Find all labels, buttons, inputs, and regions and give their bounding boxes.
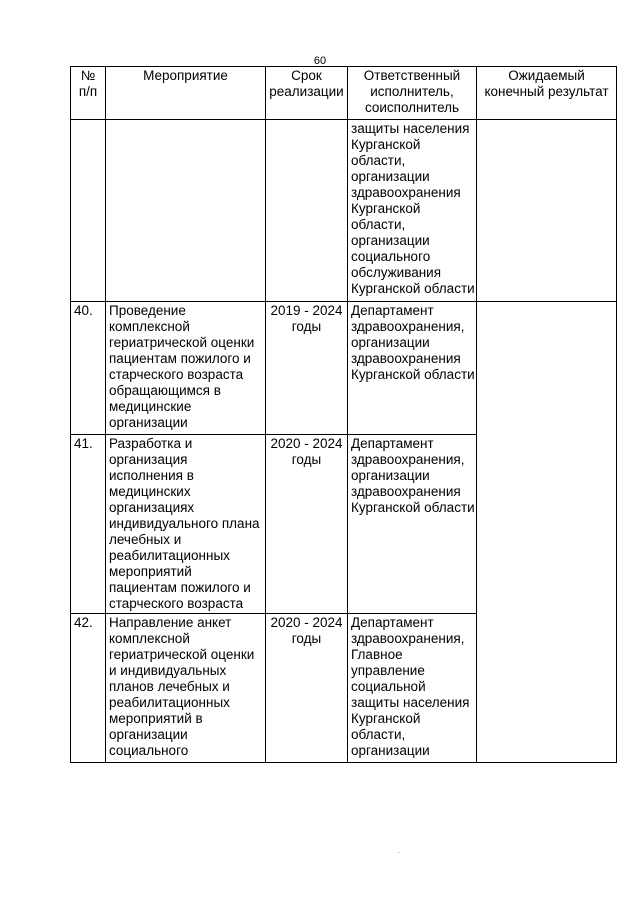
text-line: здравоохранения,: [351, 452, 465, 467]
text-line: Департамент: [351, 303, 434, 318]
text-line: конечный результат: [484, 84, 609, 99]
row-num: 41.: [71, 435, 106, 614]
text-line: мероприятий: [109, 564, 192, 579]
text-line: старческого возраста: [109, 367, 244, 382]
table-header-row: [71, 67, 617, 120]
text-line: организациях: [109, 500, 195, 515]
text-line: области,: [351, 217, 406, 232]
text-line: организации: [109, 727, 188, 742]
text-line: организации: [351, 169, 430, 184]
text-line: лечебных и: [109, 532, 182, 547]
text-line: годы: [291, 319, 322, 334]
text-line: Курганской: [351, 201, 421, 216]
text-line: №: [80, 68, 96, 83]
text-line: соисполнитель: [364, 100, 460, 115]
text-line: здравоохранения: [351, 185, 461, 200]
text-line: гериатрической оценки: [109, 335, 255, 350]
text-line: реабилитационных: [109, 695, 230, 710]
text-line: комплексной: [109, 631, 190, 646]
text-line: обслуживания: [351, 265, 442, 280]
text-line: организации: [109, 415, 188, 430]
text-line: защиты населения: [351, 695, 470, 710]
text-line: социальной: [351, 679, 426, 694]
text-line: Ответственный: [363, 68, 461, 83]
text-line: Срок: [291, 68, 322, 83]
text-line: Курганской: [351, 711, 421, 726]
header-term: [266, 67, 348, 120]
text-line: организация: [109, 452, 188, 467]
row-event: [106, 614, 266, 763]
text-line: Мероприятие: [143, 68, 228, 83]
text-line: Проведение: [109, 303, 186, 318]
text-line: Департамент: [351, 436, 434, 451]
row-responsible: [348, 120, 477, 302]
text-line: исполнения в: [109, 468, 194, 483]
row-num: 40.: [71, 302, 106, 435]
text-line: Курганской области: [351, 281, 475, 296]
text-line: организации: [351, 468, 430, 483]
row-term: [266, 435, 348, 614]
text-line: Курганской: [351, 137, 421, 152]
text-line: реабилитационных: [109, 548, 230, 563]
text-line: гериатрической оценки: [109, 647, 255, 662]
page-number: 60: [313, 55, 327, 67]
table-row: [71, 120, 617, 302]
text-line: области,: [351, 153, 406, 168]
text-line: здравоохранения: [351, 484, 461, 499]
text-line: социального: [351, 249, 431, 264]
text-line: Направление анкет: [109, 615, 232, 630]
row-term: [266, 120, 348, 302]
text-line: управление: [351, 663, 425, 678]
table-row: [71, 302, 617, 435]
text-line: здравоохранения,: [351, 631, 465, 646]
text-line: мероприятий в: [109, 711, 203, 726]
text-line: пациентам пожилого и: [109, 580, 251, 595]
text-line: исполнитель,: [370, 84, 454, 99]
row-event: [106, 120, 266, 302]
row-responsible: [348, 614, 477, 763]
text-line: обращающимся в: [109, 383, 221, 398]
text-line: годы: [291, 631, 322, 646]
row-result: [477, 120, 617, 302]
text-line: пациентам пожилого и: [109, 351, 251, 366]
row-responsible: [348, 302, 477, 435]
text-line: организации: [351, 335, 430, 350]
text-line: 2020 - 2024: [270, 436, 343, 451]
row-num: 42.: [71, 614, 106, 763]
text-line: 2019 - 2024: [270, 303, 343, 318]
text-line: реализации: [269, 84, 344, 99]
text-line: старческого возраста: [109, 596, 244, 611]
text-line: и индивидуальных: [109, 663, 227, 678]
text-line: здравоохранения: [351, 351, 461, 366]
header-event: [106, 67, 266, 120]
row-event: [106, 302, 266, 435]
text-line: Курганской области: [351, 367, 475, 382]
row-result: [477, 302, 617, 763]
scan-speck: [398, 852, 399, 853]
header-num: [71, 67, 106, 120]
text-line: защиты населения: [351, 121, 470, 136]
row-num: [71, 120, 106, 302]
header-responsible: [348, 67, 477, 120]
text-line: Ожидаемый: [508, 68, 585, 83]
text-line: медицинских: [109, 484, 191, 499]
text-line: п/п: [78, 84, 98, 99]
text-line: 2020 - 2024: [270, 615, 343, 630]
text-line: Главное: [351, 647, 403, 662]
text-line: области,: [351, 727, 406, 742]
row-term: [266, 302, 348, 435]
header-result: [477, 67, 617, 120]
text-line: комплексной: [109, 319, 190, 334]
text-line: планов лечебных и: [109, 679, 230, 694]
text-line: Департамент: [351, 615, 434, 630]
text-line: организации: [351, 743, 430, 758]
text-line: Курганской области: [351, 500, 475, 515]
row-responsible: [348, 435, 477, 614]
text-line: организации: [351, 233, 430, 248]
text-line: социального: [109, 743, 189, 758]
text-line: индивидуального плана: [109, 516, 260, 531]
text-line: здравоохранения,: [351, 319, 465, 334]
measures-table: [70, 66, 617, 763]
text-line: годы: [291, 452, 322, 467]
text-line: Разработка и: [109, 436, 193, 451]
row-term: [266, 614, 348, 763]
row-event: [106, 435, 266, 614]
text-line: медицинские: [109, 399, 192, 414]
